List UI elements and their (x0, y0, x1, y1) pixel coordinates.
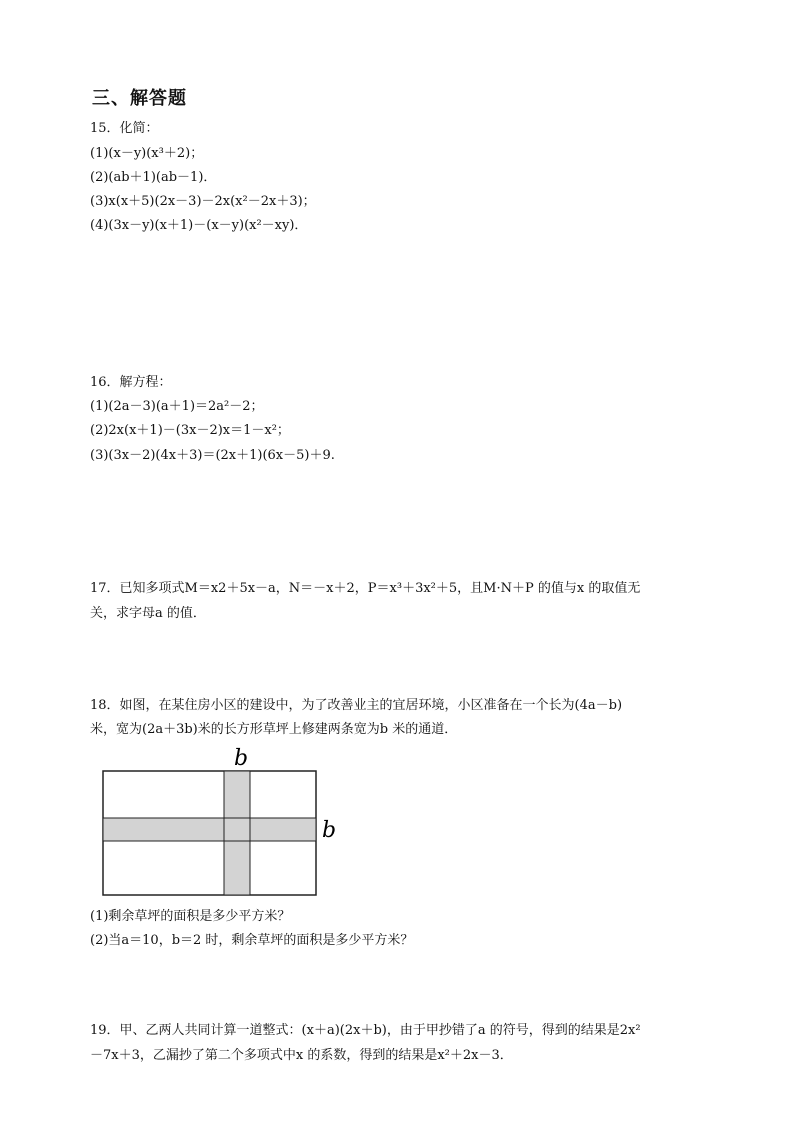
q18-line-2: 米，宽为(2a＋3b)米的长方形草坪上修建两条宽为b 米的通道． (90, 722, 458, 737)
q19-line-2: －7x＋3，乙漏抄了第二个多项式中x 的系数，得到的结果是x²＋2x－3． (90, 1048, 513, 1063)
q15-item-1: (1)(x－y)(x³＋2)； (90, 146, 204, 161)
q17-line-1: 17．已知多项式M＝x2＋5x－a，N＝－x＋2，P＝x³＋3x²＋5，且M·N＋P 的值与x 的取值无 (90, 581, 641, 596)
q18-line-1: 18．如图，在某住房小区的建设中，为了改善业主的宜居环境，小区准备在一个长为(4a－b) (90, 698, 623, 713)
q16-item-3: (3)(3x－2)(4x＋3)＝(2x＋1)(6x－5)＋9. (90, 448, 335, 463)
q15-item-3: (3)x(x＋5)(2x－3)－2x(x²－2x＋3)； (90, 194, 316, 209)
q18-item-2: (2)当a＝10，b＝2 时，剩余草坪的面积是多少平方米？ (90, 933, 414, 948)
q16-title: 16．解方程： (90, 375, 172, 390)
q17-line-2: 关，求字母a 的值． (90, 606, 206, 621)
q16-item-1: (1)(2a－3)(a＋1)＝2a²－2； (90, 399, 264, 414)
horizontal-road (103, 818, 316, 841)
section-title: 三、解答题 (92, 88, 187, 109)
lawn-figure (96, 742, 356, 902)
q15-item-4: (4)(3x－y)(x＋1)－(x－y)(x²－xy)． (90, 218, 308, 233)
q15-item-2: (2)(ab＋1)(ab－1)． (90, 170, 217, 185)
q16-item-2: (2)2x(x＋1)－(3x－2)x＝1－x²； (90, 423, 290, 438)
q15-title: 15．化简： (90, 121, 159, 136)
q19-line-1: 19．甲、乙两人共同计算一道整式：(x＋a)(2x＋b)，由于甲抄错了a 的符号，得到的结果是2x² (90, 1023, 641, 1038)
q18-item-1: (1)剩余草坪的面积是多少平方米？ (90, 909, 291, 924)
label-right-b: b (322, 818, 337, 843)
label-top-b: b (234, 746, 249, 771)
